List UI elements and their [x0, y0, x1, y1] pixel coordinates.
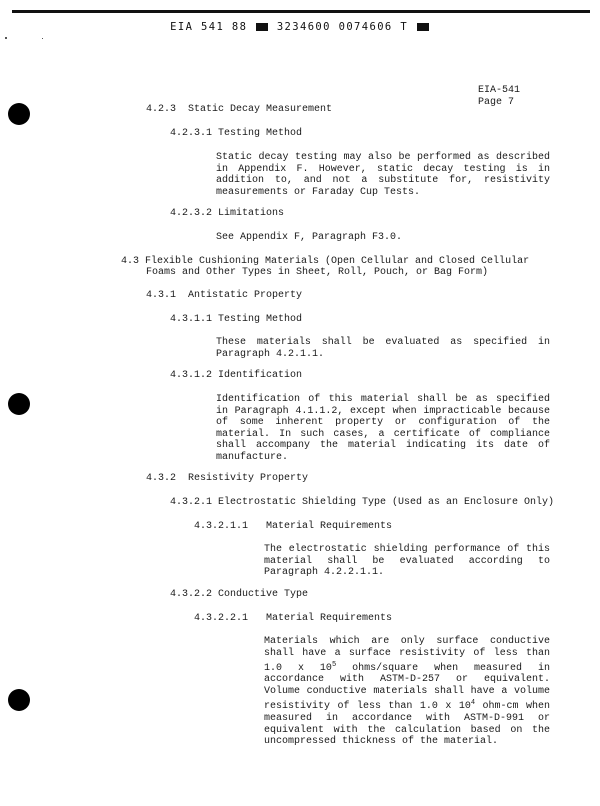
punch-hole [8, 689, 30, 711]
paragraph-4-3-2-2-1: Materials which are only surface conductive shall have a surface resistivity of less than 1.0 x $10^5$ ohms/square when measured in accordance with ASTM-D-257 or equivalent. Volume conductive materials shall have a volume resistivity of less than 1.0 x $10^4$ ohm-cm when measured in accordance with ASTM-D-991 or equivalent with the calculation based on the uncompressed thickness of the material. [264, 636, 551, 748]
punch-hole [8, 393, 30, 415]
section-heading-4-2-3-2: 4.2.3.2 Limitations [170, 208, 285, 219]
paragraph-4-2-3-1: Static decay testing may also be performed as described in Appendix F. However, static decay testing is in addition to, and not a substitute for, resistivity measurements or Faraday Cup Tests. [216, 152, 550, 198]
header-middle: 3234600 0074606 [276, 21, 393, 33]
exponent: 5 [331, 660, 337, 669]
scan-speck [5, 37, 7, 39]
section-heading-4-3-2-2: 4.3.2.2 Conductive Type [170, 589, 309, 600]
paragraph-4-3-2-1-1: The electrostatic shielding performance of this material shall be evaluated according to Paragraph 4.2.2.1.1. [264, 544, 550, 578]
section-heading-4-3-1-2: 4.3.1.2 Identification [170, 370, 303, 381]
header-left: EIA 541 88 [170, 21, 248, 33]
section-heading-4-2-3-1: 4.2.3.1 Testing Method [170, 128, 303, 139]
top-rule [12, 10, 590, 13]
section-heading-4-2-3: 4.2.3 Static Decay Measurement [146, 104, 333, 115]
section-heading-4-3-2-1-1: 4.3.2.1.1 Material Requirements [194, 521, 393, 532]
header-right: T [400, 21, 409, 33]
paragraph-4-3-1-2: Identification of this material shall be as specified in Paragraph 4.1.1.2, except when impracticable because of some inherent property or configuration of the material. In such cases, a certificate of compliance shall accompany the material indicating its date of manufacture. [216, 394, 550, 463]
punch-hole [8, 103, 30, 125]
section-heading-4-3-1: 4.3.1 Antistatic Property [146, 290, 303, 301]
running-header [0, 21, 600, 33]
section-heading-4-3-2: 4.3.2 Resistivity Property [146, 473, 309, 484]
section-heading-4-3-2-1: 4.3.2.1 Electrostatic Shielding Type (Used as an Enclosure Only) [170, 497, 555, 508]
section-heading-4-3-line2: Foams and Other Types in Sheet, Roll, Pouch, or Bag Form) [146, 267, 489, 278]
scan-speck [42, 38, 43, 39]
section-heading-4-3-2-2-1: 4.3.2.2.1 Material Requirements [194, 613, 393, 624]
paragraph-4-3-1-1: These materials shall be evaluated as specified in Paragraph 4.2.1.1. [216, 337, 550, 360]
section-heading-4-3-line1: 4.3 Flexible Cushioning Materials (Open Cellular and Closed Cellular [121, 256, 530, 267]
paragraph-4-2-3-2: See Appendix F, Paragraph F3.0. [216, 232, 403, 243]
header-block-mark [417, 23, 429, 31]
doc-number: EIA-541 [478, 85, 521, 96]
header-block-mark [256, 23, 268, 31]
exponent: 4 [470, 698, 476, 707]
page-identifier [478, 85, 520, 109]
page-number: Page 7 [478, 97, 515, 108]
section-heading-4-3-1-1: 4.3.1.1 Testing Method [170, 314, 303, 325]
